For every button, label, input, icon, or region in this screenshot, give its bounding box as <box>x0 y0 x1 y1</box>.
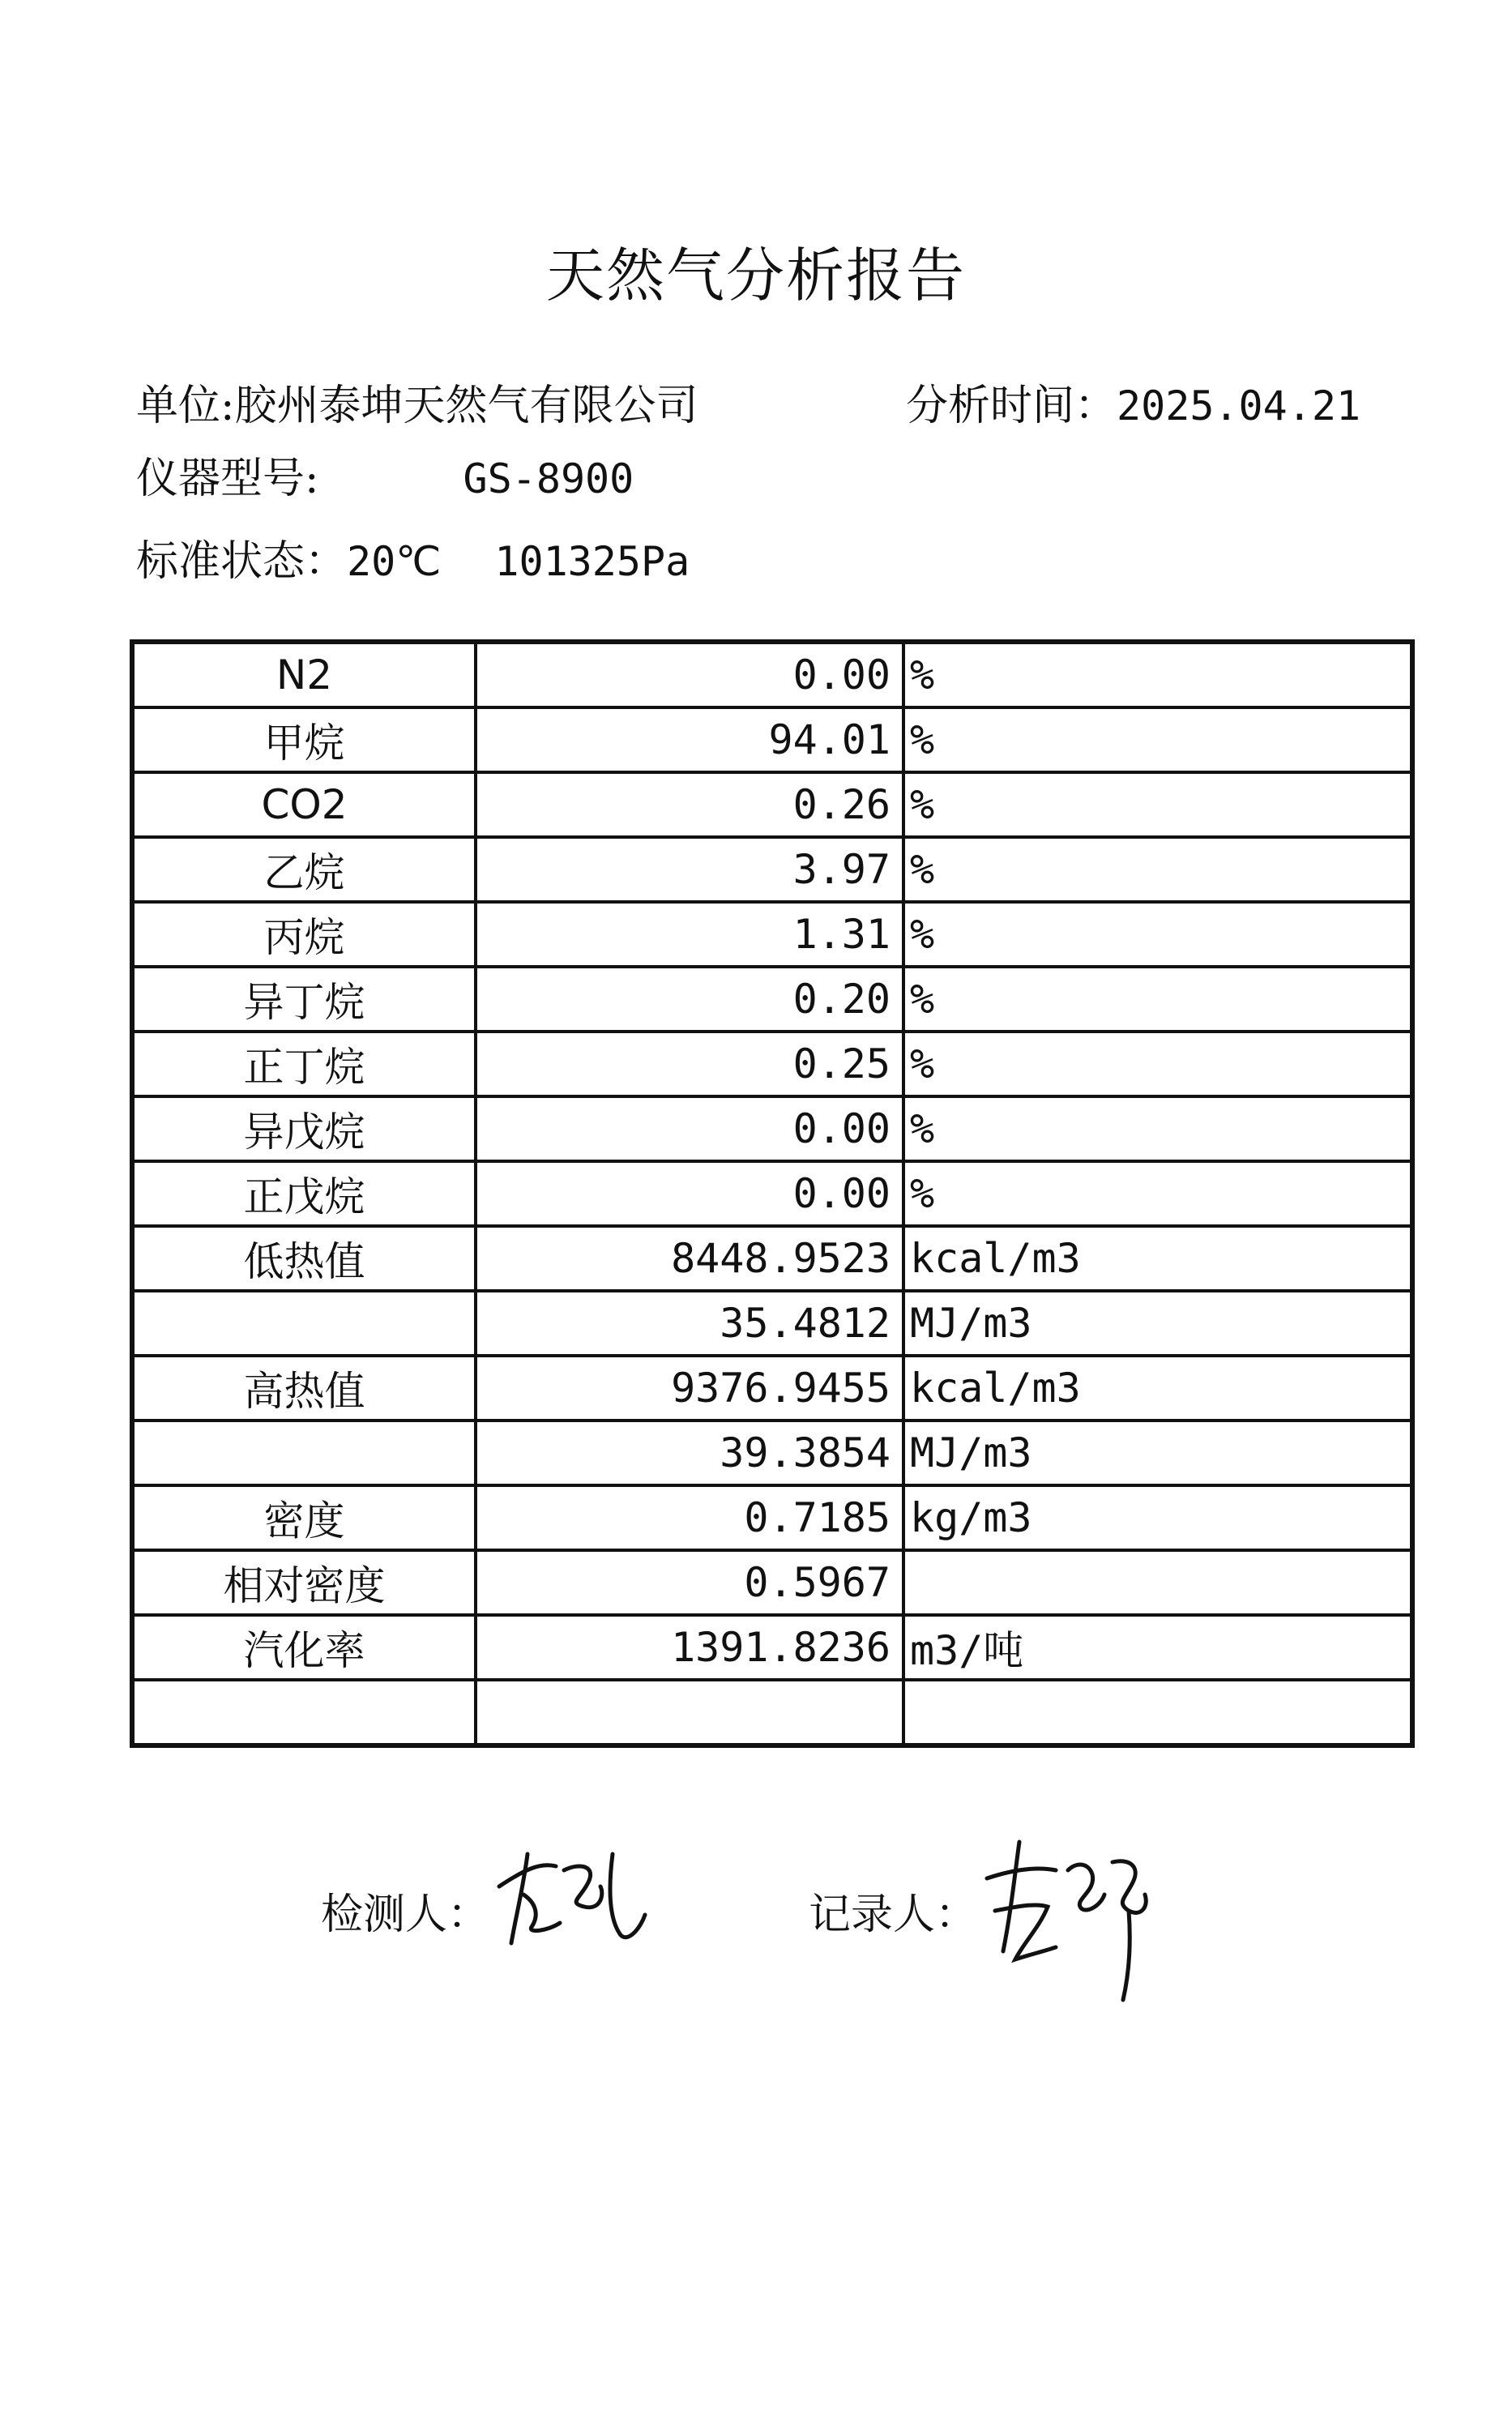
table-row <box>132 1032 1412 1096</box>
analysis-table-body <box>132 642 1412 1745</box>
table-row <box>132 1226 1412 1291</box>
unit-cell: % <box>903 902 1412 967</box>
unit-cell: m3/吨 <box>903 1615 1412 1680</box>
table-row <box>132 707 1412 772</box>
standard-state <box>136 527 690 587</box>
inspector-signature <box>491 1838 653 1959</box>
component-name-cell: CO2 <box>132 772 476 837</box>
value-cell: 1.31 <box>476 902 903 967</box>
unit-cell: kcal/m3 <box>903 1356 1412 1421</box>
value-cell: 8448.9523 <box>476 1226 903 1291</box>
unit-cell: MJ/m3 <box>903 1291 1412 1356</box>
unit-info <box>136 371 698 432</box>
table-row <box>132 967 1412 1032</box>
instrument-info <box>136 444 634 505</box>
standard-pressure: 101325Pa <box>494 538 690 585</box>
component-name-cell: 汽化率 <box>132 1615 476 1680</box>
component-name-cell: 异戊烷 <box>132 1096 476 1161</box>
component-name-cell <box>132 1680 476 1745</box>
table-row <box>132 1550 1412 1615</box>
component-name-cell: 相对密度 <box>132 1550 476 1615</box>
component-name-cell: 高热值 <box>132 1356 476 1421</box>
unit-cell: % <box>903 772 1412 837</box>
table-row <box>132 1356 1412 1421</box>
value-cell: 94.01 <box>476 707 903 772</box>
value-cell: 0.25 <box>476 1032 903 1096</box>
value-cell: 0.7185 <box>476 1485 903 1550</box>
component-name-cell: 异丁烷 <box>132 967 476 1032</box>
analysis-table <box>130 639 1415 1748</box>
component-name-cell: 正戊烷 <box>132 1161 476 1226</box>
component-name-cell: 乙烷 <box>132 837 476 902</box>
unit-cell: % <box>903 1161 1412 1226</box>
unit-cell <box>903 1550 1412 1615</box>
instrument-value: GS-8900 <box>463 455 634 502</box>
time-label: 分析时间： <box>906 382 1117 430</box>
component-name-cell <box>132 1421 476 1485</box>
unit-cell <box>903 1680 1412 1745</box>
value-cell: 0.00 <box>476 1161 903 1226</box>
value-cell: 0.26 <box>476 772 903 837</box>
table-row <box>132 837 1412 902</box>
component-name-cell: 正丁烷 <box>132 1032 476 1096</box>
standard-temp: 20℃ <box>347 538 442 585</box>
component-name-cell: 低热值 <box>132 1226 476 1291</box>
value-cell: 0.5967 <box>476 1550 903 1615</box>
component-name-cell: 密度 <box>132 1485 476 1550</box>
component-name-cell: 丙烷 <box>132 902 476 967</box>
value-cell: 1391.8236 <box>476 1615 903 1680</box>
table-row <box>132 1680 1412 1745</box>
unit-cell: % <box>903 837 1412 902</box>
table-row <box>132 772 1412 837</box>
unit-cell: % <box>903 642 1412 707</box>
unit-cell: % <box>903 1032 1412 1096</box>
analysis-time <box>906 371 1360 432</box>
unit-value: 胶州泰坤天然气有限公司 <box>234 382 698 430</box>
recorder-label: 记录人： <box>809 1891 978 1939</box>
value-cell: 0.00 <box>476 642 903 707</box>
component-name-cell: N2 <box>132 642 476 707</box>
value-cell: 0.20 <box>476 967 903 1032</box>
unit-label: 单位: <box>136 382 235 430</box>
value-cell: 9376.9455 <box>476 1356 903 1421</box>
table-row <box>132 902 1412 967</box>
table-row <box>132 1485 1412 1550</box>
table-row <box>132 1615 1412 1680</box>
table-row <box>132 1161 1412 1226</box>
table-row <box>132 1421 1412 1485</box>
table-row <box>132 1291 1412 1356</box>
unit-cell: % <box>903 1096 1412 1161</box>
unit-cell: MJ/m3 <box>903 1421 1412 1485</box>
time-value: 2025.04.21 <box>1117 382 1361 429</box>
unit-cell: kg/m3 <box>903 1485 1412 1550</box>
table-row <box>132 642 1412 707</box>
unit-cell: % <box>903 707 1412 772</box>
unit-cell: kcal/m3 <box>903 1226 1412 1291</box>
value-cell: 0.00 <box>476 1096 903 1161</box>
component-name-cell: 甲烷 <box>132 707 476 772</box>
value-cell: 35.4812 <box>476 1291 903 1356</box>
report-title: 天然气分析报告 <box>545 241 966 310</box>
table-row <box>132 1096 1412 1161</box>
standard-label: 标准状态： <box>136 537 348 586</box>
inspector-label: 检测人： <box>321 1891 490 1939</box>
value-cell: 3.97 <box>476 837 903 902</box>
value-cell <box>476 1680 903 1745</box>
value-cell: 39.3854 <box>476 1421 903 1485</box>
recorder-signature <box>979 1830 1165 2008</box>
component-name-cell <box>132 1291 476 1356</box>
unit-cell: % <box>903 967 1412 1032</box>
instrument-label: 仪器型号: <box>136 455 319 503</box>
